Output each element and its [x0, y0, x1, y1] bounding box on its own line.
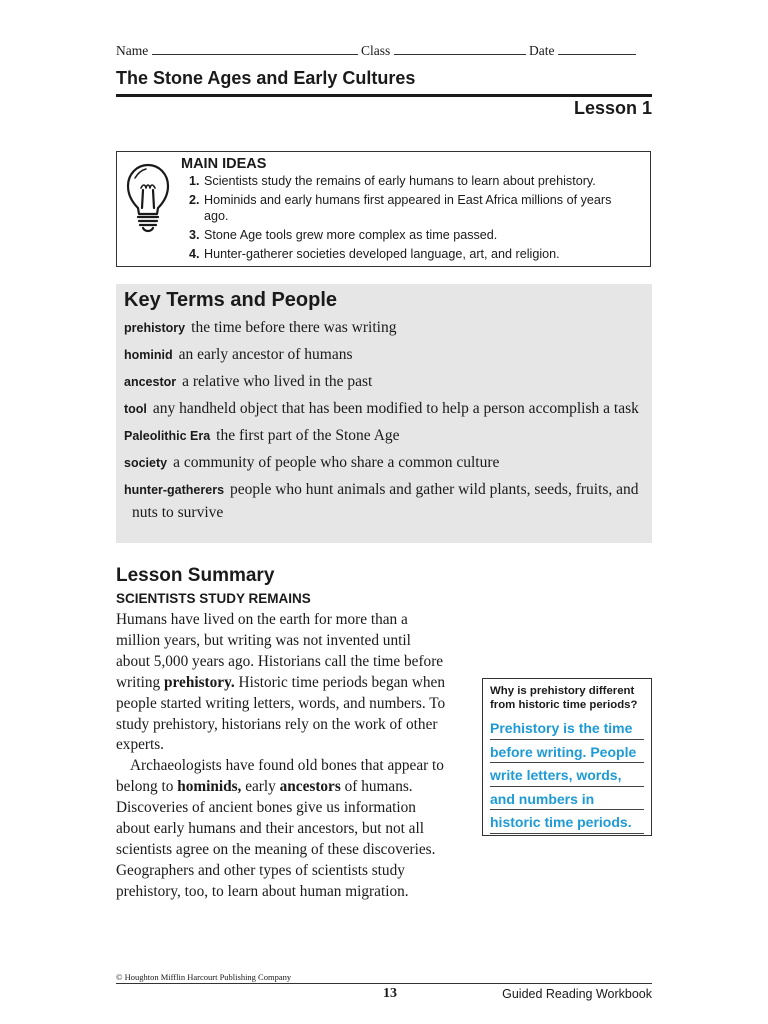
footer-rule — [116, 983, 652, 984]
main-idea-number: 3. — [189, 228, 200, 242]
answer-line[interactable]: write letters, words, — [490, 763, 644, 787]
main-idea-number: 1. — [189, 174, 200, 188]
paragraph-text: Humans have lived on the earth for more than a million years, but writing was not invented until about 5,000 years ago. Historians call the time before writing — [116, 611, 444, 691]
key-term-definition: an early ancestor of humans — [178, 346, 353, 363]
answer-line[interactable]: Prehistory is the time — [490, 716, 644, 740]
main-ideas-list — [185, 173, 635, 265]
name-class-date-line — [116, 42, 652, 59]
main-idea-text: Hunter-gatherer societies developed language, art, and religion. — [204, 247, 560, 261]
key-term-entry — [124, 371, 642, 394]
class-field[interactable] — [394, 42, 526, 55]
question-box — [482, 678, 652, 836]
summary-paragraph — [116, 756, 446, 902]
main-idea-text: Scientists study the remains of early humans to learn about prehistory. — [204, 174, 596, 188]
main-idea-text: Hominids and early humans first appeared in East Africa millions of years ago. — [204, 193, 612, 223]
paragraph-text: early — [241, 778, 280, 796]
summary-paragraph — [116, 610, 446, 756]
paragraph-text: of humans. Discoveries of ancient bones give us information about early humans and their ancestors, but not all scientists agree on the meaning of these discoveries. Geographers and other types of scientists study prehistory, too, to learn about human migration. — [116, 778, 436, 900]
key-term-entry — [124, 344, 642, 367]
bold-term: ancestors — [279, 778, 341, 796]
key-term: prehistory — [124, 321, 186, 335]
date-field[interactable] — [558, 42, 636, 55]
key-term-definition: any handheld object that has been modified to help a person accomplish a task — [152, 400, 639, 417]
paragraph-text: Historic time periods began when people started writing letters, words, and numbers. To study prehistory, historians rely on the work of other experts. — [116, 673, 446, 754]
question-text: Why is prehistory different from historic time periods? — [490, 685, 638, 711]
date-label: Date — [529, 43, 555, 58]
key-term-definition: the first part of the Stone Age — [216, 427, 400, 444]
key-term-entry — [124, 317, 642, 340]
main-idea-number: 2. — [189, 193, 200, 207]
class-label: Class — [360, 43, 391, 58]
title-rule — [116, 94, 652, 97]
key-term-definition: a relative who lived in the past — [182, 373, 373, 390]
paragraph-text: Archaeologists have found old bones that appear to belong to — [116, 757, 444, 796]
main-idea-item — [185, 227, 635, 243]
main-idea-item — [185, 173, 635, 189]
answer-line[interactable]: before writing. People — [490, 740, 644, 764]
main-idea-item — [185, 192, 635, 224]
main-idea-number: 4. — [189, 247, 200, 261]
answer-line[interactable]: historic time periods. — [490, 810, 644, 834]
section-heading: SCIENTISTS STUDY REMAINS — [116, 591, 311, 606]
key-term-definition: the time before there was writing — [191, 319, 397, 336]
lightbulb-icon — [125, 162, 171, 234]
main-ideas-box — [116, 151, 651, 267]
bold-term: prehistory. — [164, 673, 235, 691]
name-label: Name — [116, 43, 149, 58]
main-idea-item — [185, 246, 635, 262]
key-term: hominid — [124, 348, 173, 362]
key-term-entry — [124, 479, 642, 523]
key-term: Paleolithic Era — [124, 429, 211, 443]
key-term-entry — [124, 425, 642, 448]
bold-term: hominids, — [177, 778, 242, 796]
workbook-label: Guided Reading Workbook — [502, 987, 652, 1001]
key-terms-box — [116, 284, 652, 543]
key-term: ancestor — [124, 375, 177, 389]
copyright-notice: © Houghton Mifflin Harcourt Publishing Company — [116, 972, 292, 982]
key-term: tool — [124, 402, 147, 416]
lesson-summary-heading: Lesson Summary — [116, 565, 275, 586]
page-number: 13 — [383, 986, 397, 1001]
key-term: hunter-gatherers — [124, 483, 225, 497]
key-term-definition: people who hunt animals and gather wild plants, seeds, fruits, and nuts to survive — [132, 481, 639, 521]
chapter-title: The Stone Ages and Early Cultures — [116, 68, 416, 88]
key-term: society — [124, 456, 168, 470]
lesson-label: Lesson 1 — [573, 98, 652, 118]
key-term-definition: a community of people who share a common culture — [173, 454, 500, 471]
summary-body — [116, 610, 446, 903]
key-term-entry — [124, 398, 642, 421]
name-field[interactable] — [152, 42, 358, 55]
main-idea-text: Stone Age tools grew more complex as time passed. — [204, 228, 498, 242]
main-ideas-heading: MAIN IDEAS — [181, 156, 267, 172]
key-term-entry — [124, 452, 642, 475]
answer-line[interactable]: and numbers in — [490, 787, 644, 811]
key-terms-heading: Key Terms and People — [124, 289, 338, 311]
